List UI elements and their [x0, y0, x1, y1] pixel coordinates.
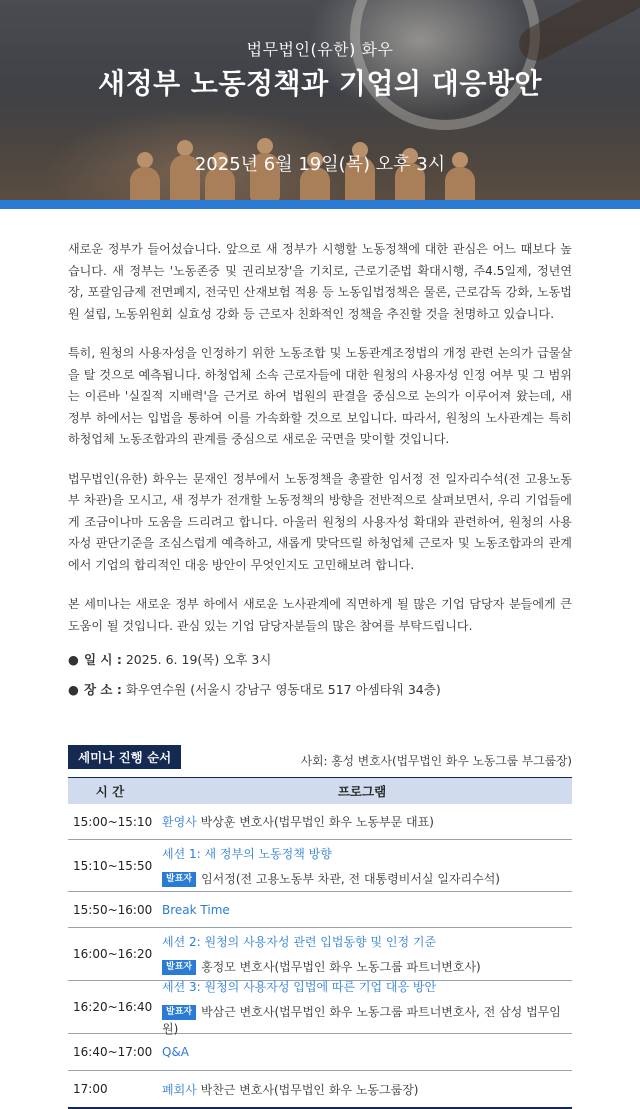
row-title: 환영사 [162, 815, 197, 829]
row-title: 세션 3: 원청의 사용자성 입법에 따른 기업 대응 방안 [162, 979, 437, 994]
event-info-list [68, 651, 572, 699]
row-presenter: 임서정(전 고용노동부 차관, 전 대통령비서실 일자리수석) [201, 871, 500, 886]
intro-paragraph: 본 세미나는 새로운 정부 하에서 새로운 노사관계에 직면하게 될 많은 기업 담당자 분들에게 큰 도움이 될 것입니다. 관심 있는 기업 담당자분들의 많은 참여를 부탁드립니다. [68, 597, 572, 633]
venue-value: 화우연수원 (서울시 강남구 영동대로 517 아셈타워 34층) [125, 682, 441, 697]
header-banner [0, 0, 640, 200]
event-date: 2025년 6월 19일(목) 오후 3시 [194, 154, 446, 175]
program-column-header: 프로그램 [337, 784, 387, 799]
venue-label: 장 소 : [84, 682, 122, 697]
table-row [68, 981, 572, 1034]
table-row [68, 1034, 572, 1071]
intro-paragraph: 새로운 정부가 들어섰습니다. 앞으로 새 정부가 시행할 노동정책에 대한 관심은 어느 때보다 높습니다. 새 정부는 '노동존중 및 권리보장'을 기치로, 근로기준법 확대시행, 주4.5일제, 정년연장, 포괄임금제 전면폐지, 전국민 산재보험 적용 등 노동입법정책은 물론, 근로감독 강화, 노동법원 설립, 노동위원회 실효성 강화 등 근로자 친화적인 정책을 추진할 것을 천명하고 있습니다. [68, 242, 572, 321]
row-program [162, 978, 572, 1037]
row-time: 15:50~16:00 [73, 902, 153, 917]
firm-name: 법무법인(유한) 화우 [246, 40, 394, 59]
datetime-label: 일 시 : [84, 652, 122, 667]
table-row [68, 804, 572, 840]
row-time: 15:00~15:10 [73, 814, 153, 829]
row-program [162, 1081, 572, 1098]
datetime-value: 2025. 6. 19(목) 오후 3시 [125, 652, 272, 667]
schedule-label: 세미나 진행 순서 [68, 745, 181, 769]
row-program [162, 903, 572, 917]
row-title: 세션 1: 새 정부의 노동정책 방향 [162, 846, 332, 861]
presenter-tag: 발표자 [162, 1005, 196, 1020]
table-row [68, 892, 572, 928]
table-row [68, 1071, 572, 1109]
row-program [162, 813, 572, 830]
intro-paragraph: 법무법인(유한) 화우는 문재인 정부에서 노동정책을 총괄한 임서정 전 일자리수석(전 고용노동부 차관)을 모시고, 새 정부가 전개할 노동정책의 방향을 전반적으로 살펴보면서, 우리 기업들에게 조금이나마 도움을 드리려고 합니다. 아울러 원청의 사용자성 확대와 관련하여, 원청의 사용자성 판단기준을 조심스럽게 예측하고, 새롭게 맞닥뜨릴 하청업체 근로자 및 노동조합과의 관계에서 기업의 합리적인 대응 방안이 무엇인지도 고민해보려 합니다. [68, 471, 572, 572]
row-time: 17:00 [73, 1082, 108, 1096]
table-row [68, 928, 572, 981]
schedule-table-body [68, 804, 572, 1109]
row-title: Q&A [162, 1045, 190, 1059]
row-time: 16:40~17:00 [73, 1045, 153, 1059]
accent-bar [0, 200, 640, 209]
row-program [162, 1045, 572, 1059]
presenter-tag: 발표자 [162, 960, 196, 975]
row-time: 16:20~16:40 [73, 1000, 153, 1014]
row-presenter-line [162, 958, 572, 975]
row-presenter-line [162, 870, 572, 887]
presenter-tag: 발표자 [162, 872, 196, 887]
schedule-section [0, 711, 640, 1109]
event-datetime [68, 651, 572, 669]
row-presenter-line [162, 1003, 572, 1037]
page-title: 새정부 노동정책과 기업의 대응방안 [98, 67, 542, 100]
intro-paragraph: 특히, 원청의 사용자성을 인정하기 위한 노동조합 및 노동관계조정법의 개정 관련 논의가 급물살을 탈 것으로 예측됩니다. 하청업체 소속 근로자들에 대한 원청의 사용자성 인정 여부 및 그 범위는 이른바 '실질적 지배력'을 근거로 하여 법원의 판결을 중심으로 논의가 이루어져 왔는데, 새 정부 하에서는 입법을 통하여 이를 가속화할 것으로 보입니다. 따라서, 원청의 노사관계는 특히 하청업체 노동조합과의 관계를 중심으로 새로운 국면을 맞이할 것입니다. [68, 346, 572, 446]
time-column-header: 시 간 [95, 784, 125, 799]
row-detail: 박상훈 변호사(법무법인 화우 노동부문 대표) [200, 815, 434, 829]
row-presenter: 홍정모 변호사(법무법인 화우 노동그룹 파트너변호사) [201, 960, 481, 974]
intro-section [0, 209, 640, 699]
row-detail: 박찬근 변호사(법무법인 화우 노동그룹장) [200, 1082, 419, 1097]
row-title: 폐회사 [162, 1082, 197, 1097]
schedule-table-header [68, 777, 572, 804]
row-presenter: 박삼근 변호사(법무법인 화우 노동그룹 파트너변호사, 전 삼성 법무임원) [162, 1004, 561, 1036]
row-title: Break Time [162, 902, 230, 917]
table-row [68, 840, 572, 892]
row-program [162, 933, 572, 975]
schedule-header [68, 745, 572, 769]
row-program [162, 845, 572, 887]
row-time: 16:00~16:20 [73, 947, 153, 961]
bullet-icon: ● [68, 652, 79, 667]
bullet-icon: ● [68, 682, 79, 697]
row-time: 15:10~15:50 [73, 858, 153, 873]
event-venue [68, 681, 572, 699]
row-title: 세션 2: 원청의 사용자성 관련 입법동향 및 인정 기준 [162, 935, 437, 949]
moderator-text: 사회: 홍성 변호사(법무법인 화우 노동그룹 부그룹장) [300, 754, 572, 768]
